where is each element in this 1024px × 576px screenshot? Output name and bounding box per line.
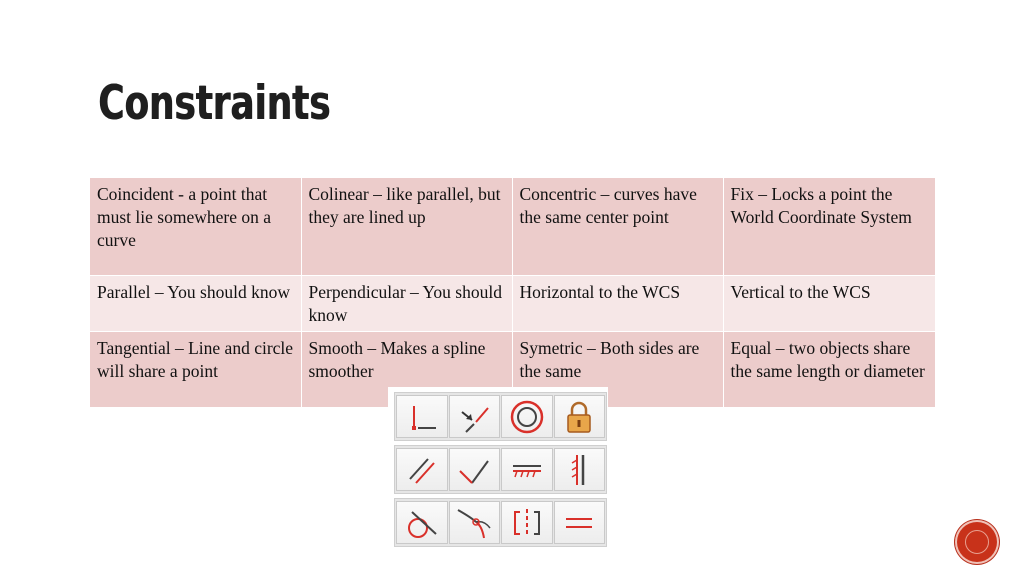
parallel-icon: [402, 451, 442, 489]
symmetric-icon: [507, 504, 547, 542]
coincident-icon: [402, 398, 442, 436]
table-cell: Horizontal to the WCS: [512, 276, 723, 332]
perpendicular-icon: [454, 451, 494, 489]
fix-icon: [559, 398, 599, 436]
coincident-button[interactable]: [396, 395, 448, 438]
constraint-toolbar: [388, 387, 608, 550]
tangent-icon: [402, 504, 442, 542]
table-cell: Vertical to the WCS: [723, 276, 935, 332]
table-cell: Perpendicular – You should know: [301, 276, 512, 332]
colinear-button[interactable]: [449, 395, 501, 438]
horizontal-icon: [507, 451, 547, 489]
smooth-icon: [454, 504, 494, 542]
toolbar-row: [394, 392, 607, 441]
table-cell: Coincident - a point that must lie somewhere on a curve: [90, 178, 301, 276]
slide-title: Constraints: [98, 76, 331, 131]
nav-ring-icon: [965, 530, 989, 554]
table-cell: Colinear – like parallel, but they are lined up: [301, 178, 512, 276]
slide-nav-button[interactable]: [957, 522, 997, 562]
table-row: [90, 276, 935, 332]
equal-icon: [559, 504, 599, 542]
table-row: [90, 178, 935, 276]
table-cell: Fix – Locks a point the World Coordinate System: [723, 178, 935, 276]
table-cell: Symetric – Both sides are the same: [512, 332, 723, 408]
smooth-button[interactable]: [449, 501, 501, 544]
perpendicular-button[interactable]: [449, 448, 501, 491]
vertical-button[interactable]: [554, 448, 606, 491]
table-cell: Tangential – Line and circle will share a point: [90, 332, 301, 408]
table-cell: Smooth – Makes a spline smoother: [301, 332, 512, 408]
horizontal-button[interactable]: [501, 448, 553, 491]
fix-button[interactable]: [554, 395, 606, 438]
parallel-button[interactable]: [396, 448, 448, 491]
toolbar-row: [394, 445, 607, 494]
concentric-icon: [507, 398, 547, 436]
concentric-button[interactable]: [501, 395, 553, 438]
table-cell: Concentric – curves have the same center point: [512, 178, 723, 276]
table-cell: Parallel – You should know: [90, 276, 301, 332]
colinear-icon: [454, 398, 494, 436]
symmetric-button[interactable]: [501, 501, 553, 544]
vertical-icon: [559, 451, 599, 489]
table-cell: Equal – two objects share the same length or diameter: [723, 332, 935, 408]
tangent-button[interactable]: [396, 501, 448, 544]
constraints-table: [90, 178, 935, 407]
toolbar-row: [394, 498, 607, 547]
equal-button[interactable]: [554, 501, 606, 544]
